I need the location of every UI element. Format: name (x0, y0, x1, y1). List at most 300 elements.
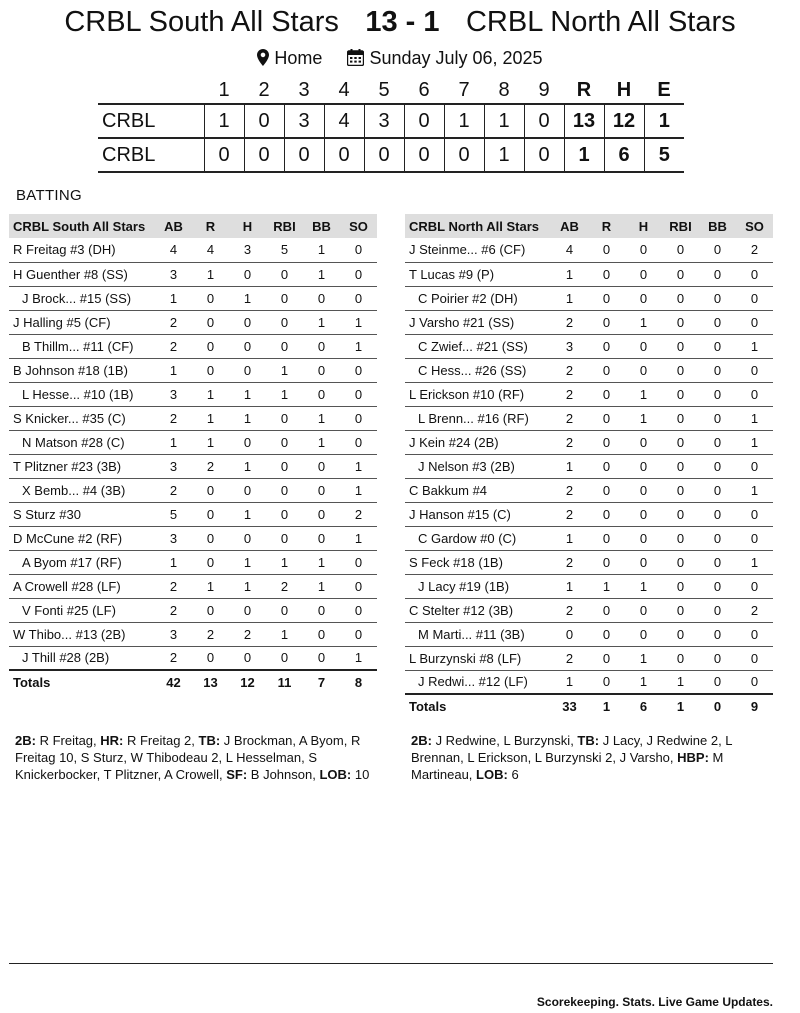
player-row (405, 574, 773, 598)
stat-value: 0 (303, 478, 340, 502)
stat-value: 0 (229, 598, 266, 622)
stat-value: 2 (551, 646, 588, 670)
player-name: C Stelter #12 (3B) (405, 598, 551, 622)
stat-header: RBI (273, 218, 296, 234)
stat-value: 5 (266, 238, 303, 262)
player-row (405, 430, 773, 454)
footer-tagline: Scorekeeping. Stats. Live Game Updates. (536, 995, 773, 1009)
stat-value: 0 (303, 454, 340, 478)
stat-value: 2 (551, 430, 588, 454)
stat-value: 0 (266, 406, 303, 430)
stat-value: 2 (155, 406, 192, 430)
location-label: Home (274, 48, 323, 68)
stat-value: 1 (340, 646, 377, 670)
player-row (9, 430, 377, 454)
stat-value: 0 (662, 238, 699, 262)
stat-value: 1 (551, 262, 588, 286)
stat-header: AB (560, 218, 579, 234)
stat-value: 3 (155, 262, 192, 286)
stat-value: 0 (588, 454, 625, 478)
player-row (9, 406, 377, 430)
north-table-header (405, 214, 773, 238)
player-name: J Halling #5 (CF) (9, 310, 155, 334)
inning-header: 9 (538, 79, 550, 101)
stat-value: 0 (229, 358, 266, 382)
date-label: Sunday July 06, 2025 (369, 48, 543, 68)
player-name: L Hesse... #10 (1B) (9, 382, 155, 406)
inning-runs: 1 (484, 104, 524, 138)
inning-runs: 1 (444, 104, 484, 138)
inning-header: 6 (418, 79, 430, 101)
stat-value: 0 (625, 286, 662, 310)
stat-header: R (601, 218, 612, 234)
inning-runs: 0 (324, 138, 364, 172)
stat-value: 0 (699, 622, 736, 646)
stat-value: 1 (736, 478, 773, 502)
stat-value: 0 (625, 550, 662, 574)
stat-header: R (205, 218, 216, 234)
stat-value: 1 (303, 238, 340, 262)
player-name: L Brenn... #16 (RF) (405, 406, 551, 430)
player-row (9, 646, 377, 670)
stat-value: 0 (266, 262, 303, 286)
note-text: M Martineau, (411, 750, 724, 782)
totals-value: 33 (551, 694, 588, 718)
stat-value: 0 (699, 262, 736, 286)
stat-value: 2 (155, 478, 192, 502)
note-text: R Freitag, (35, 733, 101, 748)
stat-value: 0 (625, 502, 662, 526)
stat-value: 0 (699, 526, 736, 550)
player-row (9, 286, 377, 310)
stat-value: 0 (588, 598, 625, 622)
player-name: J Nelson #3 (2B) (405, 454, 551, 478)
inning-header: 1 (218, 79, 230, 101)
stat-value: 2 (736, 598, 773, 622)
player-name: T Plitzner #23 (3B) (9, 454, 155, 478)
note-label: 2B: (411, 733, 432, 748)
stat-value: 0 (588, 286, 625, 310)
player-row (9, 238, 377, 262)
player-name: S Feck #18 (1B) (405, 550, 551, 574)
player-name: T Lucas #9 (P) (405, 262, 551, 286)
stat-value: 1 (266, 382, 303, 406)
stat-value: 0 (699, 238, 736, 262)
stat-value: 0 (303, 646, 340, 670)
rhe-value: 12 (604, 104, 644, 138)
game-meta (0, 48, 800, 69)
stat-value: 0 (736, 670, 773, 694)
note-label: HR: (100, 733, 124, 748)
player-row (405, 406, 773, 430)
stat-value: 1 (340, 478, 377, 502)
rhe-header: E (657, 79, 671, 101)
final-score: 13 - 1 (365, 6, 440, 38)
stat-value: 0 (192, 526, 229, 550)
stat-value: 0 (662, 646, 699, 670)
stat-value: 0 (662, 502, 699, 526)
stat-value: 0 (699, 646, 736, 670)
player-name: J Varsho #21 (SS) (405, 310, 551, 334)
totals-value: 11 (266, 670, 303, 694)
stat-value: 2 (551, 502, 588, 526)
calendar-icon (347, 49, 364, 66)
stat-value: 0 (588, 382, 625, 406)
stat-value: 0 (662, 382, 699, 406)
stat-value: 0 (699, 454, 736, 478)
stat-value: 3 (229, 238, 266, 262)
note-text: 6 (507, 767, 519, 782)
totals-value: 8 (340, 670, 377, 694)
stat-value: 0 (303, 334, 340, 358)
player-name: B Thillm... #11 (CF) (9, 334, 155, 358)
stat-value: 0 (340, 550, 377, 574)
player-row (405, 262, 773, 286)
totals-value: 6 (625, 694, 662, 718)
stat-value: 1 (588, 574, 625, 598)
south-table-header (9, 214, 377, 238)
stat-value: 1 (340, 310, 377, 334)
stat-value: 0 (229, 262, 266, 286)
player-name: A Byom #17 (RF) (9, 550, 155, 574)
player-row (405, 670, 773, 694)
stat-value: 0 (699, 430, 736, 454)
stat-value: 0 (229, 526, 266, 550)
stat-value: 1 (662, 670, 699, 694)
stat-value: 2 (155, 598, 192, 622)
player-name: V Fonti #25 (LF) (9, 598, 155, 622)
stat-value: 1 (192, 430, 229, 454)
stat-value: 0 (736, 286, 773, 310)
player-row (9, 550, 377, 574)
stat-value: 0 (340, 286, 377, 310)
totals-value: 0 (699, 694, 736, 718)
stat-value: 0 (551, 622, 588, 646)
stat-value: 1 (625, 310, 662, 334)
stat-value: 2 (192, 454, 229, 478)
stat-value: 0 (662, 622, 699, 646)
totals-value: 1 (662, 694, 699, 718)
player-row (405, 526, 773, 550)
note-label: LOB: (476, 767, 508, 782)
stat-value: 1 (155, 550, 192, 574)
inning-runs: 0 (284, 138, 324, 172)
inning-runs: 0 (244, 104, 284, 138)
map-pin-icon (257, 49, 269, 66)
stat-value: 0 (699, 358, 736, 382)
north-batting-notes (411, 732, 783, 783)
stat-value: 1 (192, 262, 229, 286)
note-label: SF: (226, 767, 248, 782)
stat-value: 1 (229, 502, 266, 526)
player-row (9, 502, 377, 526)
game-header (0, 6, 800, 39)
stat-value: 3 (155, 526, 192, 550)
inning-runs: 4 (324, 104, 364, 138)
inning-header: 8 (498, 79, 510, 101)
note-text: R Freitag 2, (123, 733, 199, 748)
stat-value: 0 (662, 478, 699, 502)
stat-value: 1 (155, 358, 192, 382)
stat-value: 1 (625, 574, 662, 598)
stat-value: 0 (266, 310, 303, 334)
stat-value: 3 (155, 622, 192, 646)
player-name: C Bakkum #4 (405, 478, 551, 502)
stat-value: 0 (625, 262, 662, 286)
stat-value: 2 (340, 502, 377, 526)
inning-runs: 0 (204, 138, 244, 172)
stat-header: H (638, 218, 649, 234)
stat-value: 0 (625, 430, 662, 454)
stat-value: 0 (266, 646, 303, 670)
rhe-value: 1 (564, 138, 604, 172)
totals-value: 1 (588, 694, 625, 718)
stat-value: 0 (588, 262, 625, 286)
stat-value: 0 (192, 598, 229, 622)
inning-runs: 0 (524, 104, 564, 138)
stat-header: RBI (669, 218, 692, 234)
note-text: B Johnson, (247, 767, 320, 782)
stat-value: 4 (192, 238, 229, 262)
stat-value: 0 (736, 526, 773, 550)
player-name: J Steinme... #6 (CF) (405, 238, 551, 262)
stat-value: 5 (155, 502, 192, 526)
note-label: 2B: (15, 733, 36, 748)
stat-value: 0 (229, 646, 266, 670)
stat-value: 4 (155, 238, 192, 262)
stat-value: 1 (192, 406, 229, 430)
stat-value: 1 (736, 550, 773, 574)
stat-value: 0 (736, 358, 773, 382)
stat-value: 0 (699, 406, 736, 430)
stat-value: 0 (662, 430, 699, 454)
player-name: W Thibo... #13 (2B) (9, 622, 155, 646)
stat-value: 0 (736, 454, 773, 478)
player-name: C Hess... #26 (SS) (405, 358, 551, 382)
stat-value: 3 (155, 382, 192, 406)
player-name: S Knicker... #35 (C) (9, 406, 155, 430)
stat-value: 1 (303, 574, 340, 598)
player-name: J Kein #24 (2B) (405, 430, 551, 454)
stat-header: H (242, 218, 253, 234)
stat-value: 0 (340, 382, 377, 406)
stat-value: 1 (303, 262, 340, 286)
rhe-value: 13 (564, 104, 604, 138)
player-name: D McCune #2 (RF) (9, 526, 155, 550)
stat-value: 0 (229, 334, 266, 358)
stat-header: AB (164, 218, 183, 234)
stat-value: 1 (625, 646, 662, 670)
player-name: J Lacy #19 (1B) (405, 574, 551, 598)
stat-value: 0 (229, 310, 266, 334)
linescore-team: CRBL (98, 104, 204, 138)
stat-value: 0 (588, 550, 625, 574)
stat-value: 0 (266, 286, 303, 310)
note-text: 10 (351, 767, 370, 782)
stat-value: 1 (625, 670, 662, 694)
stat-value: 0 (662, 526, 699, 550)
stat-value: 2 (551, 478, 588, 502)
stat-value: 0 (229, 430, 266, 454)
note-label: LOB: (319, 767, 352, 782)
stat-value: 0 (266, 502, 303, 526)
stat-value: 0 (662, 550, 699, 574)
stat-header: BB (708, 218, 727, 234)
player-name: N Matson #28 (C) (9, 430, 155, 454)
note-label: HBP: (677, 750, 709, 765)
stat-value: 0 (662, 310, 699, 334)
player-row (405, 454, 773, 478)
stat-value: 0 (340, 238, 377, 262)
north-batting-table (405, 214, 773, 718)
totals-label: Totals (405, 694, 551, 718)
stat-value: 1 (625, 406, 662, 430)
stat-value: 1 (155, 430, 192, 454)
inning-header: 7 (458, 79, 470, 101)
stat-value: 2 (155, 646, 192, 670)
stat-value: 0 (699, 670, 736, 694)
inning-runs: 1 (204, 104, 244, 138)
totals-value: 9 (736, 694, 773, 718)
inning-header: 5 (378, 79, 390, 101)
player-name: J Brock... #15 (SS) (9, 286, 155, 310)
rhe-value: 1 (644, 104, 684, 138)
stat-value: 2 (551, 358, 588, 382)
player-row (405, 334, 773, 358)
player-row (405, 310, 773, 334)
stat-value: 0 (192, 334, 229, 358)
stat-value: 1 (551, 454, 588, 478)
totals-row (405, 694, 773, 718)
inning-header: 4 (338, 79, 350, 101)
linescore-team: CRBL (98, 138, 204, 172)
player-name: B Johnson #18 (1B) (9, 358, 155, 382)
stat-value: 3 (551, 334, 588, 358)
stat-value: 0 (625, 622, 662, 646)
stat-value: 0 (340, 574, 377, 598)
stat-value: 1 (229, 454, 266, 478)
stat-value: 0 (699, 310, 736, 334)
stat-value: 0 (266, 430, 303, 454)
stat-value: 0 (699, 382, 736, 406)
inning-runs: 0 (404, 104, 444, 138)
stat-value: 0 (588, 670, 625, 694)
inning-runs: 0 (524, 138, 564, 172)
player-row (9, 574, 377, 598)
batting-section-label: BATTING (16, 187, 82, 204)
stat-value: 0 (303, 526, 340, 550)
stat-value: 0 (588, 430, 625, 454)
team-title: CRBL South All Stars (13, 218, 146, 234)
player-row (9, 526, 377, 550)
stat-value: 0 (266, 454, 303, 478)
stat-value: 0 (340, 406, 377, 430)
stat-value: 2 (229, 622, 266, 646)
stat-value: 2 (736, 238, 773, 262)
player-row (405, 622, 773, 646)
player-name: X Bemb... #4 (3B) (9, 478, 155, 502)
stat-value: 0 (588, 334, 625, 358)
stat-value: 1 (192, 382, 229, 406)
stat-value: 1 (551, 286, 588, 310)
player-name: J Hanson #15 (C) (405, 502, 551, 526)
stat-value: 1 (625, 382, 662, 406)
stat-value: 0 (662, 574, 699, 598)
stat-header: SO (349, 218, 368, 234)
stat-value: 2 (551, 382, 588, 406)
note-label: TB: (198, 733, 221, 748)
stat-header: SO (745, 218, 764, 234)
player-name: L Burzynski #8 (LF) (405, 646, 551, 670)
player-row (405, 646, 773, 670)
stat-value: 1 (155, 286, 192, 310)
inning-runs: 3 (284, 104, 324, 138)
player-name: A Crowell #28 (LF) (9, 574, 155, 598)
stat-value: 0 (588, 502, 625, 526)
player-row (405, 598, 773, 622)
inning-header: 3 (298, 79, 310, 101)
stat-value: 1 (266, 622, 303, 646)
player-name: J Thill #28 (2B) (9, 646, 155, 670)
player-name: C Poirier #2 (DH) (405, 286, 551, 310)
note-text: J Redwine, L Burzynski, (431, 733, 578, 748)
stat-value: 0 (588, 406, 625, 430)
stat-value: 0 (625, 598, 662, 622)
linescore-table (98, 78, 684, 173)
stat-value: 0 (625, 358, 662, 382)
stat-value: 0 (662, 598, 699, 622)
stat-value: 0 (588, 310, 625, 334)
player-row (405, 502, 773, 526)
stat-value: 0 (192, 478, 229, 502)
inning-runs: 1 (484, 138, 524, 172)
stat-value: 0 (662, 286, 699, 310)
player-row (405, 382, 773, 406)
stat-value: 1 (303, 310, 340, 334)
player-row (9, 310, 377, 334)
stat-value: 0 (266, 526, 303, 550)
stat-value: 0 (340, 262, 377, 286)
stat-value: 1 (340, 454, 377, 478)
note-text: J Lacy, J Redwine 2, L Brennan, L Erickson, L Burzynski 2, J Varsho, (411, 733, 733, 765)
stat-value: 0 (625, 526, 662, 550)
rhe-value: 6 (604, 138, 644, 172)
inning-runs: 0 (404, 138, 444, 172)
stat-value: 2 (155, 574, 192, 598)
stat-value: 0 (588, 478, 625, 502)
stat-value: 2 (551, 406, 588, 430)
note-label: TB: (577, 733, 600, 748)
stat-value: 1 (266, 358, 303, 382)
stat-value: 1 (229, 286, 266, 310)
player-row (9, 598, 377, 622)
team-title: CRBL North All Stars (409, 218, 540, 234)
stat-value: 0 (736, 574, 773, 598)
stat-value: 0 (662, 406, 699, 430)
stat-value: 0 (662, 454, 699, 478)
linescore-corner (98, 78, 204, 104)
stat-value: 1 (229, 382, 266, 406)
stat-value: 2 (551, 598, 588, 622)
player-row (9, 622, 377, 646)
player-name: H Guenther #8 (SS) (9, 262, 155, 286)
stat-value: 0 (303, 382, 340, 406)
rhe-header: H (616, 79, 632, 101)
stat-value: 3 (155, 454, 192, 478)
stat-value: 1 (736, 334, 773, 358)
stat-value: 0 (736, 310, 773, 334)
south-batting-notes (15, 732, 387, 783)
